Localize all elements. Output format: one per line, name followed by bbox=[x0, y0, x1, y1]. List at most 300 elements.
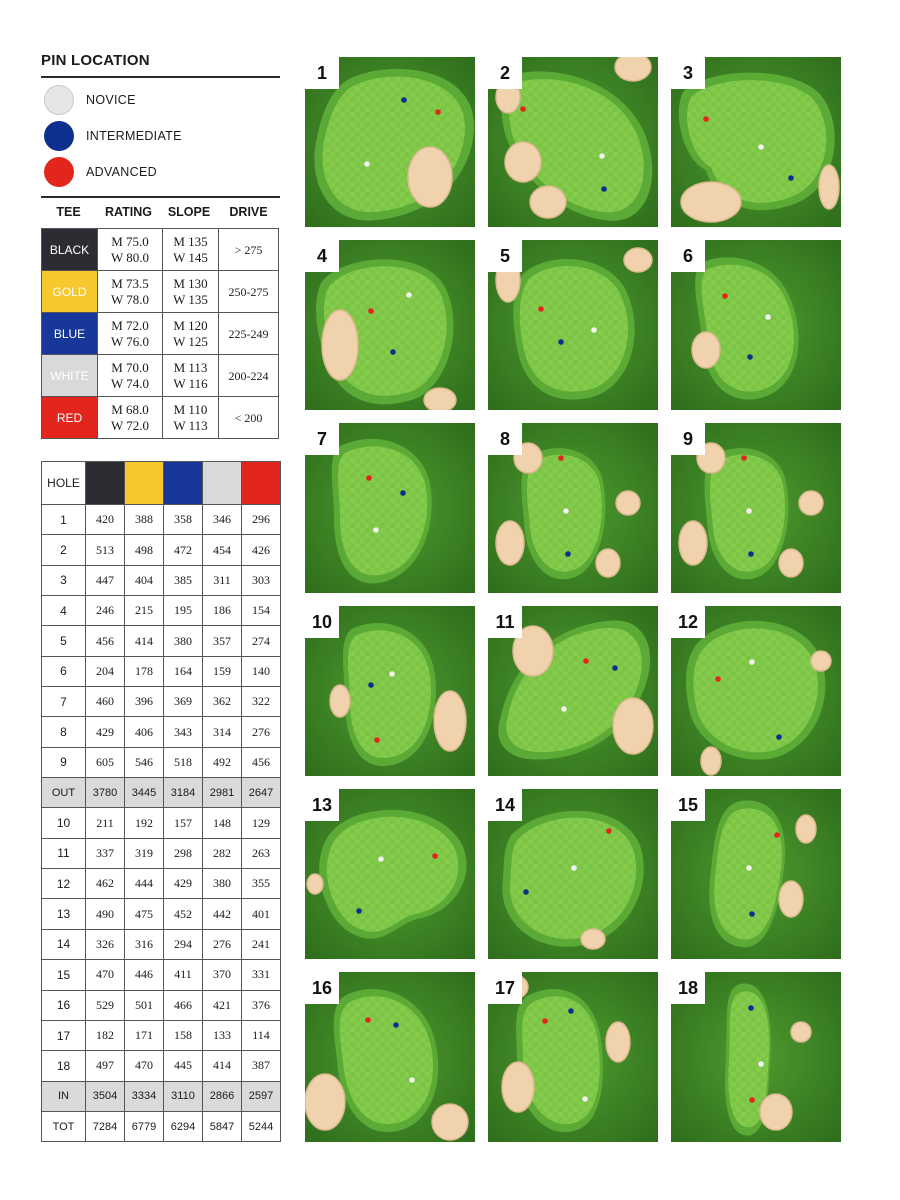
sand-bunker bbox=[679, 521, 707, 565]
scorecard-hole-row bbox=[42, 596, 281, 626]
slope-men: M 135 bbox=[173, 233, 208, 249]
hole-header: HOLE bbox=[42, 462, 86, 505]
yardage-cell: 114 bbox=[242, 1020, 281, 1050]
scorecard-out-row bbox=[42, 778, 281, 808]
legend-label: ADVANCED bbox=[86, 165, 157, 179]
hole-number: 18 bbox=[42, 1051, 86, 1081]
yardage-cell: 404 bbox=[125, 565, 164, 595]
yardage-cell: 6294 bbox=[164, 1111, 203, 1141]
scorecard-header-row bbox=[42, 462, 281, 505]
advanced-pin-marker bbox=[741, 455, 747, 461]
novice-pin-marker bbox=[591, 327, 597, 333]
hole-number-label: 8 bbox=[488, 423, 522, 455]
hole-number-label: 4 bbox=[305, 240, 339, 272]
hole-number: 9 bbox=[42, 747, 86, 777]
yardage-cell: 241 bbox=[242, 929, 281, 959]
yardage-cell: 498 bbox=[125, 535, 164, 565]
yardage-cell: 164 bbox=[164, 656, 203, 686]
yardage-cell: 470 bbox=[86, 960, 125, 990]
green-diagram-hole bbox=[671, 240, 841, 410]
yardage-cell: 429 bbox=[164, 869, 203, 899]
rating-men: M 68.0 bbox=[111, 401, 149, 417]
yardage-cell: 3110 bbox=[164, 1081, 203, 1111]
hole-number-label: 1 bbox=[305, 57, 339, 89]
legend-label: NOVICE bbox=[86, 93, 136, 107]
yardage-cell: 294 bbox=[164, 929, 203, 959]
intermediate-pin-marker bbox=[601, 186, 607, 192]
yardage-cell: 5847 bbox=[203, 1111, 242, 1141]
yardage-cell: 331 bbox=[242, 960, 281, 990]
yardage-cell: 204 bbox=[86, 656, 125, 686]
sand-bunker bbox=[330, 685, 350, 717]
rating-women: W 72.0 bbox=[110, 417, 150, 433]
scorecard-hole-row bbox=[42, 687, 281, 717]
intermediate-pin-marker bbox=[748, 551, 754, 557]
rating-women: W 80.0 bbox=[110, 249, 150, 265]
advanced-pin-marker bbox=[558, 455, 564, 461]
sand-bunker bbox=[606, 1022, 630, 1062]
green-diagram-hole bbox=[671, 789, 841, 959]
intermediate-pin-marker bbox=[749, 911, 755, 917]
yardage-cell: 3334 bbox=[125, 1081, 164, 1111]
slope-cell bbox=[163, 355, 219, 397]
yardage-cell: 182 bbox=[86, 1020, 125, 1050]
yardage-cell: 157 bbox=[164, 808, 203, 838]
scorecard-hole-row bbox=[42, 535, 281, 565]
green-diagram-hole bbox=[488, 789, 658, 959]
rating-cell bbox=[98, 229, 163, 271]
novice-pin-marker bbox=[364, 161, 370, 167]
novice-pin-marker bbox=[571, 865, 577, 871]
rating-cell bbox=[98, 355, 163, 397]
sand-bunker bbox=[779, 549, 803, 577]
hole-number: 16 bbox=[42, 990, 86, 1020]
scorecard-hole-row bbox=[42, 1051, 281, 1081]
legend-bottom-rule bbox=[41, 196, 280, 198]
yardage-cell: 470 bbox=[125, 1051, 164, 1081]
advanced-pin-marker bbox=[606, 828, 612, 834]
yardage-cell: 456 bbox=[242, 747, 281, 777]
hole-number-label: 5 bbox=[488, 240, 522, 272]
intermediate-pin-marker bbox=[400, 490, 406, 496]
rating-women: W 78.0 bbox=[110, 291, 150, 307]
yardage-cell: 454 bbox=[203, 535, 242, 565]
green-diagram-hole bbox=[305, 57, 475, 227]
sand-bunker bbox=[819, 165, 839, 209]
hole-number: 10 bbox=[42, 808, 86, 838]
yardage-cell: 171 bbox=[125, 1020, 164, 1050]
green-diagram-hole bbox=[305, 972, 475, 1142]
sand-bunker bbox=[408, 147, 452, 207]
hole-number: 8 bbox=[42, 717, 86, 747]
hole-number-label: 11 bbox=[488, 606, 522, 638]
yardage-cell: 274 bbox=[242, 626, 281, 656]
hole-number: 1 bbox=[42, 505, 86, 535]
tee-table-header bbox=[41, 205, 280, 219]
hole-number: IN bbox=[42, 1081, 86, 1111]
yardage-cell: 178 bbox=[125, 656, 164, 686]
yardage-cell: 296 bbox=[242, 505, 281, 535]
yardage-cell: 215 bbox=[125, 596, 164, 626]
advanced-pin-marker bbox=[749, 1097, 755, 1103]
yardage-cell: 314 bbox=[203, 717, 242, 747]
sand-bunker bbox=[701, 747, 721, 775]
hole-number: OUT bbox=[42, 778, 86, 808]
tee-name bbox=[42, 313, 98, 355]
sand-bunker bbox=[811, 651, 831, 671]
hole-number-label: 16 bbox=[305, 972, 339, 1004]
sand-bunker bbox=[613, 698, 653, 754]
sand-bunker bbox=[502, 1062, 534, 1112]
tee-row-blue bbox=[42, 313, 279, 355]
intermediate-pin-marker bbox=[558, 339, 564, 345]
novice-pin-marker bbox=[373, 527, 379, 533]
intermediate-pin-marker bbox=[356, 908, 362, 914]
scorecard-hole-row bbox=[42, 565, 281, 595]
hole-number-label: 3 bbox=[671, 57, 705, 89]
green-diagram-hole bbox=[671, 972, 841, 1142]
hole-number: TOT bbox=[42, 1111, 86, 1141]
intermediate-pin-marker bbox=[390, 349, 396, 355]
rating-cell bbox=[98, 313, 163, 355]
putting-surface bbox=[520, 266, 628, 392]
advanced-pin-marker bbox=[432, 853, 438, 859]
yardage-cell: 186 bbox=[203, 596, 242, 626]
tee-row-black bbox=[42, 229, 279, 271]
sand-bunker bbox=[596, 549, 620, 577]
legend-item-intermediate bbox=[44, 121, 182, 151]
intermediate-pin-marker bbox=[776, 734, 782, 740]
putting-surface bbox=[693, 628, 818, 752]
sand-bunker bbox=[432, 1104, 468, 1140]
yardage-cell: 442 bbox=[203, 899, 242, 929]
advanced-pin-marker bbox=[368, 308, 374, 314]
yardage-cell: 129 bbox=[242, 808, 281, 838]
scorecard-hole-row bbox=[42, 929, 281, 959]
yardage-cell: 411 bbox=[164, 960, 203, 990]
yardage-cell: 311 bbox=[203, 565, 242, 595]
scorecard-hole-row bbox=[42, 899, 281, 929]
rating-women: W 74.0 bbox=[110, 375, 150, 391]
yardage-cell: 518 bbox=[164, 747, 203, 777]
slope-women: W 145 bbox=[173, 249, 208, 265]
yardage-cell: 158 bbox=[164, 1020, 203, 1050]
hole-number-label: 14 bbox=[488, 789, 522, 821]
tee-name bbox=[42, 397, 98, 439]
novice-pin-marker bbox=[746, 508, 752, 514]
yardage-cell: 148 bbox=[203, 808, 242, 838]
legend-label: INTERMEDIATE bbox=[86, 129, 182, 143]
green-diagram-hole bbox=[671, 606, 841, 776]
advanced-pin-marker bbox=[520, 106, 526, 112]
yardage-cell: 3445 bbox=[125, 778, 164, 808]
novice-pin-marker bbox=[599, 153, 605, 159]
rating-men: M 73.5 bbox=[111, 275, 149, 291]
sand-bunker bbox=[615, 57, 651, 81]
hole-number: 7 bbox=[42, 687, 86, 717]
yardage-cell: 370 bbox=[203, 960, 242, 990]
rating-men: M 75.0 bbox=[111, 233, 149, 249]
sand-bunker bbox=[581, 929, 605, 949]
scorecard-hole-row bbox=[42, 1020, 281, 1050]
hole-number-label: 12 bbox=[671, 606, 705, 638]
yardage-cell: 154 bbox=[242, 596, 281, 626]
novice-pin-marker bbox=[389, 671, 395, 677]
hole-number: 14 bbox=[42, 929, 86, 959]
yardage-cell: 426 bbox=[242, 535, 281, 565]
green-diagram-hole bbox=[305, 606, 475, 776]
tee-name-text: GOLD bbox=[52, 284, 87, 299]
advanced-pin-marker bbox=[703, 116, 709, 122]
sand-bunker bbox=[791, 1022, 811, 1042]
sand-bunker bbox=[424, 388, 456, 410]
yardage-cell: 380 bbox=[164, 626, 203, 656]
green-diagram-hole bbox=[305, 789, 475, 959]
hole-number: 4 bbox=[42, 596, 86, 626]
yardage-cell: 211 bbox=[86, 808, 125, 838]
yardage-cell: 447 bbox=[86, 565, 125, 595]
intermediate-pin-marker bbox=[368, 682, 374, 688]
yardage-cell: 326 bbox=[86, 929, 125, 959]
yardage-cell: 276 bbox=[242, 717, 281, 747]
pin-location-title: PIN LOCATION bbox=[41, 52, 150, 69]
yardage-cell: 388 bbox=[125, 505, 164, 535]
yardage-cell: 362 bbox=[203, 687, 242, 717]
hole-number-label: 13 bbox=[305, 789, 339, 821]
yardage-cell: 546 bbox=[125, 747, 164, 777]
green-diagram-hole bbox=[488, 606, 658, 776]
yardage-cell: 322 bbox=[242, 687, 281, 717]
slope-header: SLOPE bbox=[167, 205, 211, 219]
novice-pin-icon bbox=[44, 85, 74, 115]
tee-table bbox=[41, 228, 279, 439]
yardage-cell: 316 bbox=[125, 929, 164, 959]
advanced-pin-marker bbox=[365, 1017, 371, 1023]
green-diagram-hole bbox=[488, 240, 658, 410]
hole-number: 17 bbox=[42, 1020, 86, 1050]
tee-color-blue bbox=[164, 462, 203, 505]
slope-men: M 110 bbox=[173, 401, 208, 417]
yardage-cell: 466 bbox=[164, 990, 203, 1020]
yardage-cell: 319 bbox=[125, 838, 164, 868]
yardage-cell: 460 bbox=[86, 687, 125, 717]
sand-bunker bbox=[616, 491, 640, 515]
yardage-cell: 263 bbox=[242, 838, 281, 868]
green-diagram-hole bbox=[488, 423, 658, 593]
drive-cell: 200-224 bbox=[219, 355, 279, 397]
yardage-cell: 475 bbox=[125, 899, 164, 929]
sand-bunker bbox=[760, 1094, 792, 1130]
yardage-cell: 195 bbox=[164, 596, 203, 626]
tee-row-red bbox=[42, 397, 279, 439]
scorecard-hole-row bbox=[42, 869, 281, 899]
yardage-cell: 358 bbox=[164, 505, 203, 535]
hole-number: 11 bbox=[42, 838, 86, 868]
hole-number: 15 bbox=[42, 960, 86, 990]
yardage-cell: 133 bbox=[203, 1020, 242, 1050]
rating-header: RATING bbox=[105, 205, 152, 219]
yardage-cell: 385 bbox=[164, 565, 203, 595]
advanced-pin-marker bbox=[374, 737, 380, 743]
yardage-cell: 298 bbox=[164, 838, 203, 868]
green-diagram-hole bbox=[488, 972, 658, 1142]
slope-women: W 113 bbox=[173, 417, 208, 433]
yardage-cell: 456 bbox=[86, 626, 125, 656]
yardage-cell: 446 bbox=[125, 960, 164, 990]
slope-men: M 120 bbox=[173, 317, 208, 333]
tee-color-black bbox=[86, 462, 125, 505]
yardage-cell: 414 bbox=[125, 626, 164, 656]
yardage-cell: 2597 bbox=[242, 1081, 281, 1111]
sand-bunker bbox=[799, 491, 823, 515]
yardage-cell: 276 bbox=[203, 929, 242, 959]
yardage-cell: 369 bbox=[164, 687, 203, 717]
yardage-cell: 513 bbox=[86, 535, 125, 565]
yardage-cell: 529 bbox=[86, 990, 125, 1020]
yardage-cell: 3184 bbox=[164, 778, 203, 808]
rating-men: M 72.0 bbox=[111, 317, 149, 333]
yardage-cell: 462 bbox=[86, 869, 125, 899]
yardage-cell: 343 bbox=[164, 717, 203, 747]
rating-cell bbox=[98, 271, 163, 313]
novice-pin-marker bbox=[582, 1096, 588, 1102]
scorecard-hole-row bbox=[42, 656, 281, 686]
tee-color-white bbox=[203, 462, 242, 505]
yardage-cell: 429 bbox=[86, 717, 125, 747]
scorecard-tot-row bbox=[42, 1111, 281, 1141]
sand-bunker bbox=[496, 521, 524, 565]
yardage-cell: 406 bbox=[125, 717, 164, 747]
tee-color-gold bbox=[125, 462, 164, 505]
tee-name-text: WHITE bbox=[50, 368, 89, 383]
hole-number: 2 bbox=[42, 535, 86, 565]
sand-bunker bbox=[307, 874, 323, 894]
yardage-cell: 421 bbox=[203, 990, 242, 1020]
drive-cell: 225-249 bbox=[219, 313, 279, 355]
hole-number-label: 6 bbox=[671, 240, 705, 272]
scorecard-hole-row bbox=[42, 838, 281, 868]
advanced-pin-marker bbox=[435, 109, 441, 115]
tee-row-gold bbox=[42, 271, 279, 313]
tee-name-text: BLACK bbox=[49, 242, 90, 257]
legend-top-rule bbox=[41, 76, 280, 78]
slope-women: W 125 bbox=[173, 333, 208, 349]
green-diagram-hole bbox=[671, 423, 841, 593]
scorecard-hole-row bbox=[42, 505, 281, 535]
rating-women: W 76.0 bbox=[110, 333, 150, 349]
drive-header: DRIVE bbox=[229, 205, 268, 219]
novice-pin-marker bbox=[378, 856, 384, 862]
yardage-cell: 444 bbox=[125, 869, 164, 899]
yardage-cell: 445 bbox=[164, 1051, 203, 1081]
yardage-cell: 6779 bbox=[125, 1111, 164, 1141]
advanced-pin-marker bbox=[542, 1018, 548, 1024]
novice-pin-marker bbox=[746, 865, 752, 871]
slope-men: M 130 bbox=[173, 275, 208, 291]
hole-number: 5 bbox=[42, 626, 86, 656]
hole-number: 12 bbox=[42, 869, 86, 899]
slope-women: W 135 bbox=[173, 291, 208, 307]
hole-number-label: 17 bbox=[488, 972, 522, 1004]
tee-name-text: RED bbox=[56, 410, 83, 425]
drive-cell: 250-275 bbox=[219, 271, 279, 313]
advanced-pin-icon bbox=[44, 157, 74, 187]
hole-number: 3 bbox=[42, 565, 86, 595]
yardage-cell: 387 bbox=[242, 1051, 281, 1081]
yardage-cell: 2981 bbox=[203, 778, 242, 808]
advanced-pin-marker bbox=[538, 306, 544, 312]
yardage-cell: 380 bbox=[203, 869, 242, 899]
scorecard-table bbox=[41, 461, 281, 1142]
yardage-cell: 3780 bbox=[86, 778, 125, 808]
green-diagram-hole bbox=[305, 423, 475, 593]
sand-bunker bbox=[796, 815, 816, 843]
novice-pin-marker bbox=[749, 659, 755, 665]
yardage-cell: 414 bbox=[203, 1051, 242, 1081]
yardage-cell: 605 bbox=[86, 747, 125, 777]
slope-women: W 116 bbox=[173, 375, 208, 391]
scorecard-hole-row bbox=[42, 808, 281, 838]
hole-number: 13 bbox=[42, 899, 86, 929]
yardage-cell: 357 bbox=[203, 626, 242, 656]
sand-bunker bbox=[434, 691, 466, 751]
tee-row-white bbox=[42, 355, 279, 397]
slope-men: M 113 bbox=[173, 359, 208, 375]
yardage-cell: 501 bbox=[125, 990, 164, 1020]
yardage-cell: 376 bbox=[242, 990, 281, 1020]
tee-name-text: BLUE bbox=[53, 326, 86, 341]
tee-header: TEE bbox=[56, 205, 81, 219]
green-diagram-hole bbox=[488, 57, 658, 227]
sand-bunker bbox=[505, 142, 541, 182]
intermediate-pin-marker bbox=[612, 665, 618, 671]
legend-item-advanced bbox=[44, 157, 157, 187]
advanced-pin-marker bbox=[366, 475, 372, 481]
tee-name bbox=[42, 271, 98, 313]
scorecard-hole-row bbox=[42, 717, 281, 747]
novice-pin-marker bbox=[563, 508, 569, 514]
legend-item-novice bbox=[44, 85, 136, 115]
yardage-cell: 5244 bbox=[242, 1111, 281, 1141]
novice-pin-marker bbox=[765, 314, 771, 320]
novice-pin-marker bbox=[561, 706, 567, 712]
hole-number: 6 bbox=[42, 656, 86, 686]
hole-number-label: 18 bbox=[671, 972, 705, 1004]
novice-pin-marker bbox=[409, 1077, 415, 1083]
slope-cell bbox=[163, 229, 219, 271]
intermediate-pin-icon bbox=[44, 121, 74, 151]
slope-cell bbox=[163, 271, 219, 313]
hole-number-label: 15 bbox=[671, 789, 705, 821]
yardage-cell: 490 bbox=[86, 899, 125, 929]
sand-bunker bbox=[624, 248, 652, 272]
yardage-cell: 401 bbox=[242, 899, 281, 929]
novice-pin-marker bbox=[406, 292, 412, 298]
yardage-cell: 2866 bbox=[203, 1081, 242, 1111]
tee-name bbox=[42, 355, 98, 397]
yardage-cell: 2647 bbox=[242, 778, 281, 808]
slope-cell bbox=[163, 397, 219, 439]
intermediate-pin-marker bbox=[401, 97, 407, 103]
rating-men: M 70.0 bbox=[111, 359, 149, 375]
advanced-pin-marker bbox=[715, 676, 721, 682]
rating-cell bbox=[98, 397, 163, 439]
yardage-cell: 497 bbox=[86, 1051, 125, 1081]
yardage-cell: 452 bbox=[164, 899, 203, 929]
slope-cell bbox=[163, 313, 219, 355]
yardage-cell: 159 bbox=[203, 656, 242, 686]
advanced-pin-marker bbox=[583, 658, 589, 664]
